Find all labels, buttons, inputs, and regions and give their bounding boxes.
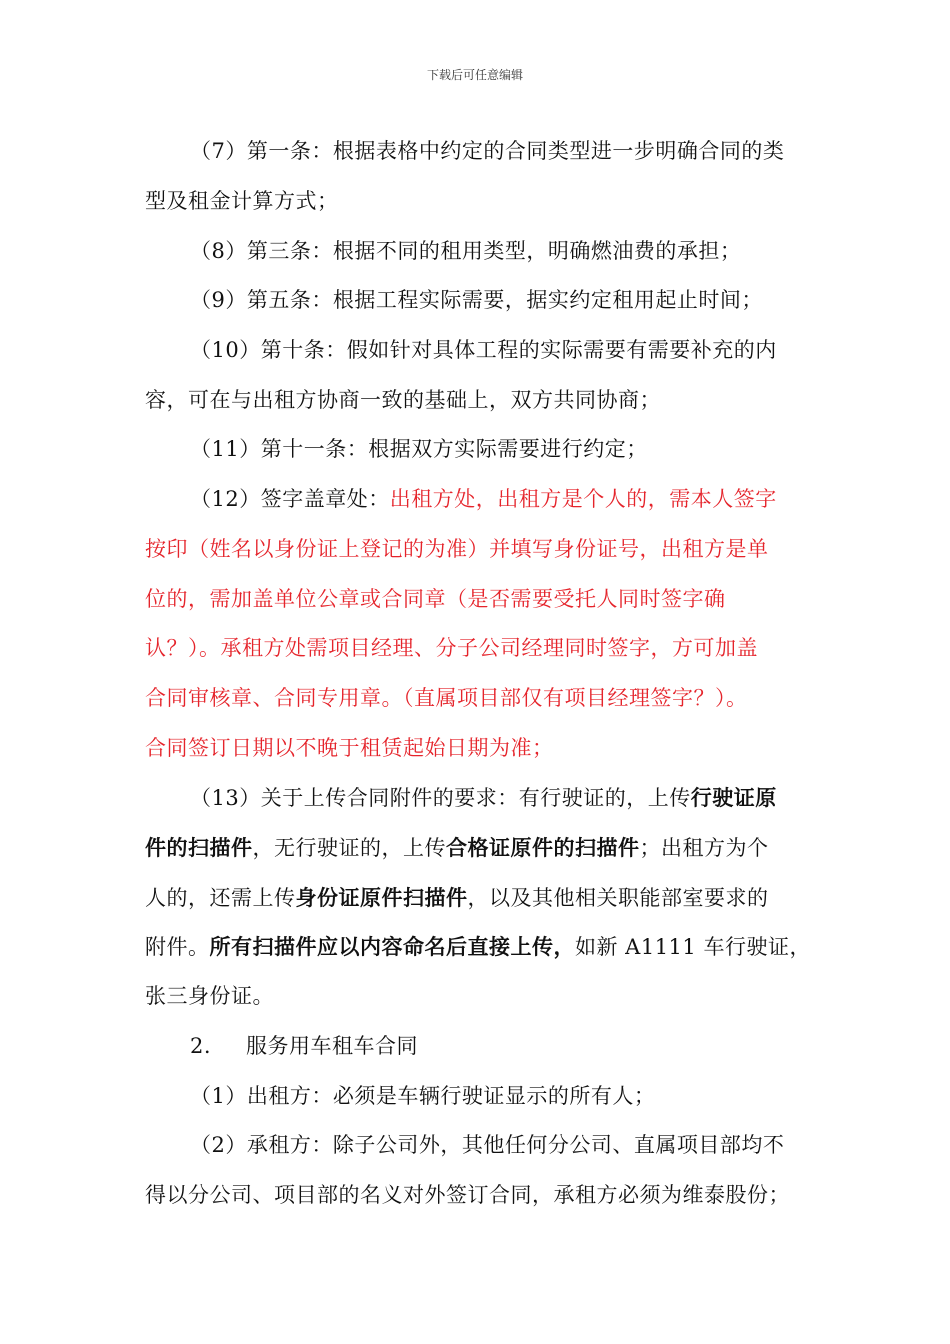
page-header: 下载后可任意编辑 [426, 68, 523, 82]
item-10-line-1: （10）第十条：假如针对具体工程的实际需要有需要补充的内 [190, 338, 777, 362]
item-12-red-2: 按印（姓名以身份证上登记的为准）并填写身份证号，出租方是单 [145, 537, 769, 561]
item-13-bold: 所有扫描件应以内容命名后直接上传， [209, 934, 575, 959]
item-13-text: ；出租方为个 [639, 836, 769, 860]
item-13-bold: 件的扫描件 [145, 835, 253, 860]
item-13-bold: 身份证原件扫描件 [295, 885, 468, 910]
item-13-bold: 行驶证原 [690, 785, 777, 810]
item-13-line-3 [145, 887, 769, 909]
item-13-text: 人的，还需上传 [145, 886, 296, 910]
item-s2-1: （1）出租方：必须是车辆行驶证显示的所有人； [190, 1084, 656, 1108]
item-13-text: ，以及其他相关职能部室要求的 [467, 886, 769, 910]
item-8: （8）第三条：根据不同的租用类型，明确燃油费的承担； [190, 239, 742, 263]
item-13-line-5: 张三身份证。 [145, 984, 274, 1008]
section-2-number: 2. [190, 1034, 212, 1058]
item-11: （11）第十一条：根据双方实际需要进行约定； [190, 437, 648, 461]
item-12-red-5: 合同审核章、合同专用章。（直属项目部仅有项目经理签字？）。 [145, 686, 748, 710]
item-12-line-1 [190, 489, 777, 510]
item-13-line-2 [145, 837, 769, 859]
item-13-text: （13）关于上传合同附件的要求：有行驶证的，上传 [190, 786, 691, 810]
item-12-red-1: 出租方处，出租方是个人的，需本人签字 [389, 487, 777, 511]
section-2-title: 服务用车租车合同 [246, 1034, 418, 1058]
item-13-bold: 合格证原件的扫描件 [446, 835, 640, 860]
item-7-line-2: 型及租金计算方式； [145, 189, 339, 213]
item-7-line-1: （7）第一条：根据表格中约定的合同类型进一步明确合同的类 [190, 139, 785, 163]
item-13-line-1 [190, 787, 777, 809]
item-s2-2-line-1: （2）承租方：除子公司外，其他任何分公司、直属项目部均不 [190, 1133, 785, 1157]
item-13-text: ，无行驶证的，上传 [252, 836, 446, 860]
item-12-red-4: 认？）。承租方处需项目经理、分子公司经理同时签字，方可加盖 [145, 636, 758, 660]
item-s2-2-line-2: 得以分公司、项目部的名义对外签订合同，承租方必须为维泰股份； [145, 1183, 790, 1207]
item-12-lead: （12）签字盖章处： [190, 487, 390, 511]
item-9: （9）第五条：根据工程实际需要，据实约定租用起止时间； [190, 288, 763, 312]
item-13-text: 如新 A1111 车行驶证， [575, 935, 811, 959]
item-10-line-2: 容，可在与出租方协商一致的基础上，双方共同协商； [145, 388, 661, 412]
item-13-line-4 [145, 936, 811, 958]
item-12-red-3: 位的，需加盖单位公章或合同章（是否需要受托人同时签字确 [145, 587, 726, 611]
item-12-red-6: 合同签订日期以不晚于租赁起始日期为准； [145, 736, 554, 760]
item-13-text: 附件。 [145, 935, 210, 959]
